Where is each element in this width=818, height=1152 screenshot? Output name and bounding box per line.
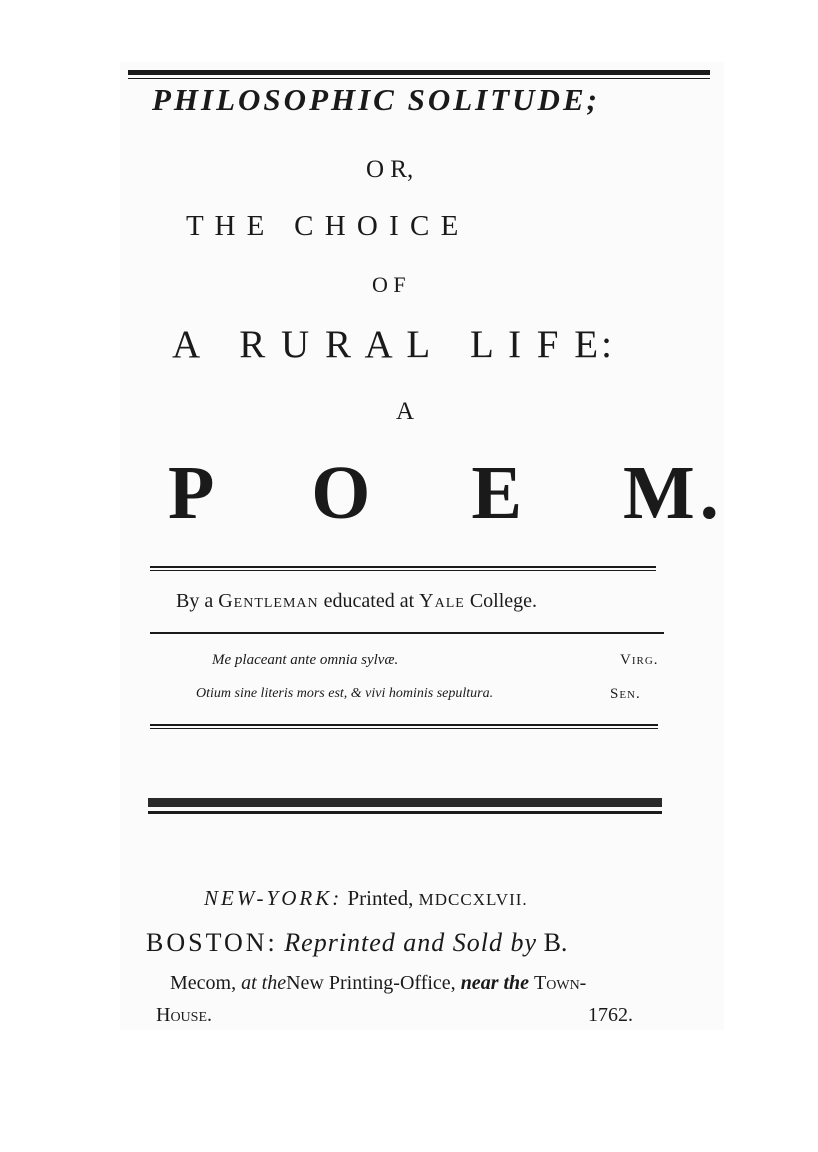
imprint-new-york: NEW-YORK:	[204, 886, 343, 910]
epigraph-quote: Me placeant ante omnia sylvæ.	[212, 652, 399, 668]
epigraph-attribution: Virg.	[620, 652, 659, 668]
imprint-new-printing-office: New Printing-Office,	[286, 972, 456, 994]
imprint-reprinted: Reprinted and Sold by	[284, 928, 538, 957]
imprint-house: House.	[156, 1004, 213, 1026]
poem-line: P O E M.	[168, 451, 724, 535]
byline-rule-bottom	[150, 632, 664, 634]
imprint-boston: BOSTON:	[146, 928, 278, 957]
byline-by-a: By a	[176, 590, 214, 612]
imprint-b: B.	[543, 928, 568, 957]
byline	[176, 590, 537, 613]
imprint-line-2	[146, 928, 567, 958]
imprint-line-3	[170, 972, 586, 995]
imprint-town: Town-	[534, 972, 587, 994]
top-rule-thick	[128, 70, 710, 75]
ornamental-rule-thin	[148, 811, 662, 814]
of-line: O F	[372, 272, 406, 297]
imprint-at-the: at the	[241, 972, 287, 994]
main-title: PHILOSOPHIC SOLITUDE;	[152, 82, 600, 117]
byline-educated-at: educated at	[323, 590, 415, 612]
byline-college: College.	[469, 590, 538, 612]
epigraph-rule-2	[150, 728, 658, 729]
a-line: A	[396, 398, 415, 425]
ornamental-rule-thick	[148, 798, 662, 807]
rural-life-line: A R U R A L L I F E:	[172, 323, 615, 366]
or-line: O R,	[366, 156, 414, 183]
imprint-year-roman: MDCCXLVII.	[418, 890, 528, 909]
imprint-mecom: Mecom,	[170, 972, 237, 994]
epigraph-rule-1	[150, 724, 658, 726]
imprint-line-1	[204, 886, 528, 911]
byline-yale: Yale	[419, 590, 465, 612]
imprint-near-the: near the	[460, 972, 530, 994]
epigraph-attribution: Sen.	[610, 686, 641, 702]
imprint-printed: Printed,	[347, 886, 414, 910]
title-page	[120, 62, 724, 1030]
top-rule-thin	[128, 78, 710, 79]
imprint-year: 1762.	[588, 1004, 633, 1026]
epigraph-quote: Otium sine literis mors est, & vivi hominis sepultura.	[196, 686, 494, 701]
byline-rule-top-2	[150, 570, 656, 571]
the-choice-line: T H E C H O I C E	[186, 210, 461, 242]
byline-rule-top	[150, 566, 656, 568]
byline-gentleman: Gentleman	[218, 590, 319, 612]
